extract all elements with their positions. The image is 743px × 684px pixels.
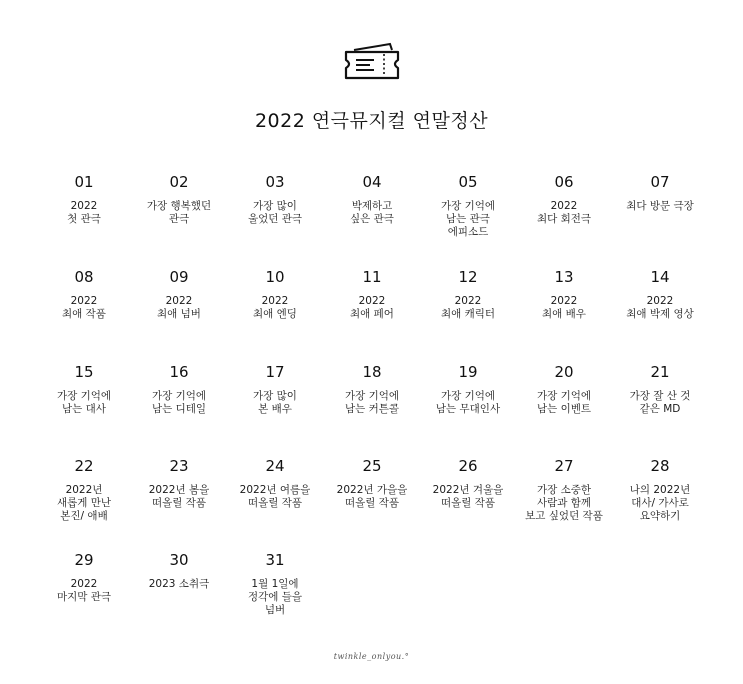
item-number: 31 (265, 551, 285, 569)
item-label: 가장 기억에 남는 대사 (56, 390, 112, 415)
grid-item (612, 456, 708, 523)
grid-item (227, 550, 323, 617)
item-number: 22 (74, 457, 94, 475)
item-label: 2022년 가을을 떠올릴 작품 (336, 484, 408, 509)
item-number: 18 (362, 363, 382, 381)
grid-item (36, 550, 132, 604)
grid-item (324, 172, 420, 226)
item-number: 08 (74, 268, 94, 286)
item-label: 가장 행복했던 관극 (146, 200, 212, 225)
grid-item (36, 362, 132, 416)
grid-item (131, 362, 227, 416)
item-number: 10 (265, 268, 285, 286)
grid-item (324, 267, 420, 321)
item-label: 가장 많이 울었던 관극 (247, 200, 303, 225)
item-label: 2022년 새롭게 만난 본진/ 애배 (56, 484, 112, 522)
item-number: 28 (650, 457, 670, 475)
grid-item (516, 362, 612, 416)
item-label: 2022 최다 회전극 (536, 200, 592, 225)
item-label: 2023 소취극 (148, 578, 210, 590)
item-number: 25 (362, 457, 382, 475)
grid-item (516, 456, 612, 523)
grid-item (612, 267, 708, 321)
item-label: 가장 기억에 남는 무대인사 (435, 390, 501, 415)
grid-item (612, 172, 708, 213)
item-number: 15 (74, 363, 94, 381)
item-label: 2022 최애 배우 (542, 295, 586, 320)
item-label: 가장 잘 산 것 같은 MD (629, 390, 691, 415)
item-label: 최다 방문 극장 (626, 200, 694, 212)
item-label: 가장 기억에 남는 관극 에피소드 (440, 200, 496, 238)
item-number: 06 (554, 173, 574, 191)
signature: twinkle_onlyou.° (333, 652, 410, 661)
grid-item (131, 456, 227, 510)
item-label: 2022 최애 페어 (350, 295, 394, 320)
item-label: 1월 1일에 정각에 들을 넘버 (247, 578, 303, 616)
item-number: 02 (169, 173, 189, 191)
item-label: 가장 많이 본 배우 (253, 390, 297, 415)
item-label: 2022 첫 관극 (67, 200, 101, 225)
grid-item (324, 362, 420, 416)
item-label: 2022 최애 넘버 (157, 295, 201, 320)
grid-item (420, 267, 516, 321)
item-number: 14 (650, 268, 670, 286)
item-number: 24 (265, 457, 285, 475)
grid-item (36, 456, 132, 523)
item-label: 가장 기억에 남는 커튼콜 (344, 390, 400, 415)
grid-item (131, 550, 227, 591)
item-number: 12 (458, 268, 478, 286)
item-number: 13 (554, 268, 574, 286)
item-label: 박제하고 싶은 관극 (350, 200, 394, 225)
item-number: 20 (554, 363, 574, 381)
item-number: 19 (458, 363, 478, 381)
item-number: 29 (74, 551, 94, 569)
item-number: 09 (169, 268, 189, 286)
grid-item (227, 456, 323, 510)
grid-item (612, 362, 708, 416)
grid-item (420, 362, 516, 416)
grid-item (131, 172, 227, 226)
item-number: 26 (458, 457, 478, 475)
grid-item (36, 267, 132, 321)
item-label: 2022 최애 작품 (62, 295, 106, 320)
grid-item (227, 172, 323, 226)
item-label: 가장 소중한 사람과 함께 보고 싶었던 작품 (525, 484, 603, 522)
item-label: 가장 기억에 남는 디테일 (151, 390, 207, 415)
item-number: 04 (362, 173, 382, 191)
item-number: 30 (169, 551, 189, 569)
item-number: 03 (265, 173, 285, 191)
grid-item (36, 172, 132, 226)
item-number: 17 (265, 363, 285, 381)
grid-item (227, 362, 323, 416)
item-label: 2022 마지막 관극 (56, 578, 112, 603)
grid-item (516, 172, 612, 226)
ticket-icon (340, 40, 406, 86)
item-number: 23 (169, 457, 189, 475)
item-number: 21 (650, 363, 670, 381)
item-number: 16 (169, 363, 189, 381)
item-number: 27 (554, 457, 574, 475)
item-label: 가장 기억에 남는 이벤트 (536, 390, 592, 415)
grid-item (420, 172, 516, 239)
grid-item (324, 456, 420, 510)
item-label: 2022 최애 엔딩 (253, 295, 297, 320)
page-title: 2022 연극뮤지컬 연말정산 (254, 110, 489, 132)
item-label: 나의 2022년 대사/ 가사로 요약하기 (629, 484, 691, 522)
item-number: 11 (362, 268, 382, 286)
item-number: 05 (458, 173, 478, 191)
item-label: 2022 최애 캐릭터 (440, 295, 496, 320)
grid-item (131, 267, 227, 321)
item-label: 2022년 봄을 떠올릴 작품 (148, 484, 210, 509)
item-label: 2022 최애 박제 영상 (626, 295, 694, 320)
item-label: 2022년 여름을 떠올릴 작품 (239, 484, 311, 509)
grid-item (420, 456, 516, 510)
item-label: 2022년 겨울을 떠올릴 작품 (432, 484, 504, 509)
item-number: 01 (74, 173, 94, 191)
grid-item (516, 267, 612, 321)
item-number: 07 (650, 173, 670, 191)
grid-item (227, 267, 323, 321)
